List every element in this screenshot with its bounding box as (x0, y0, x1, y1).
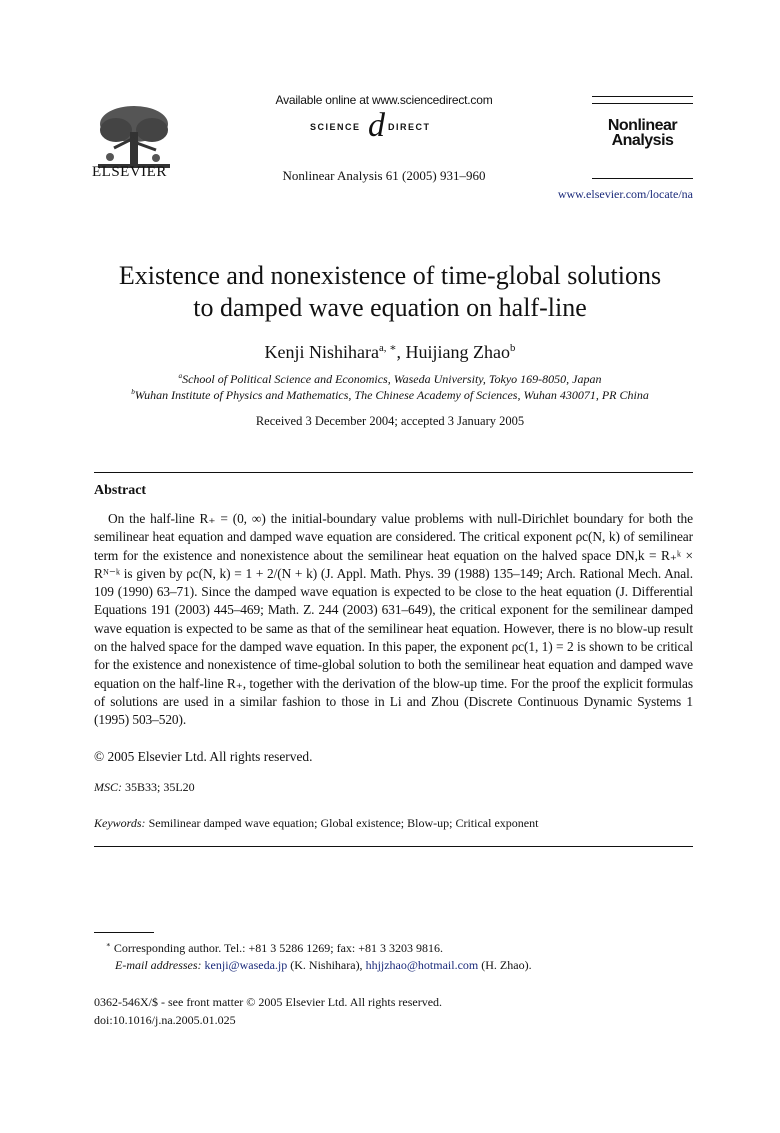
journal-logo-line: Nonlinear (607, 117, 678, 134)
msc-value: 35B33; 35L20 (122, 780, 195, 794)
header-rule (592, 96, 693, 97)
sd-left-text: SCIENCE (310, 122, 361, 132)
journal-site-link[interactable]: www.elsevier.com/locate/na (557, 187, 693, 201)
corresponding-author-footnote (106, 941, 443, 956)
sciencedirect-logo-icon (300, 107, 460, 147)
email-owner: (H. Zhao). (478, 958, 532, 972)
journal-logo-line: Analysis (611, 132, 674, 149)
sd-right-text: DIRECT (388, 122, 431, 132)
title-line: to damped wave equation on half-line (193, 293, 587, 322)
email-link[interactable]: hhjjzhao@hotmail.com (365, 958, 479, 972)
abstract-heading: Abstract (94, 483, 147, 498)
msc-label: MSC: (94, 780, 122, 794)
affiliation (60, 372, 720, 387)
issn-line: 0362-546X/$ - see front matter © 2005 Elsevier Ltd. All rights reserved. (94, 995, 443, 1009)
available-online-text: Available online at www.sciencedirect.com (275, 93, 493, 107)
sd-mid-text: d (368, 107, 385, 144)
divider (94, 846, 693, 847)
divider (94, 472, 693, 473)
keywords (94, 816, 538, 831)
email-link[interactable]: kenji@waseda.jp (204, 958, 288, 972)
keywords-value: Semilinear damped wave equation; Global existence; Blow-up; Critical exponent (145, 816, 539, 830)
affiliation-mark: b (131, 388, 135, 396)
affiliation-text: Wuhan Institute of Physics and Mathematics, The Chinese Academy of Sciences, Wuhan 430071, PR China (134, 388, 649, 402)
abstract-body: On the half-line R₊ = (0, ∞) the initial-boundary value problems with null-Dirichlet boundary for both the semilinear heat equation and damped wave equation are considered. The critical exponent ρc(N, k) of semilinear term for the existence and nonexistence about the semilinear heat equation on the halved space DN,k = R₊ᵏ × Rᴺ⁻ᵏ is given by ρc(N, k) = 1 + 2/(N + k) (J. Appl. Math. Phys. 39 (1988) 135–149; Arch. Rational Mech. Anal. 109 (1990) 63–71). Since the damped wave equation is expected to be close to the heat equation (J. Differential Equations 191 (2003) 445–469; Math. Z. 244 (2003) 631–649), the critical exponent for the semilinear damped wave equation is expected to be same as that of the semilinear heat equation. However, there is no blow-up result on the halved space for the damped wave equation. In this paper, the exponent ρc(1, 1) = 2 is shown to be critical for the existence and nonexistence of time-global solution to both the semilinear heat equation and damped wave equation on the half-line R₊, together with the derivation of the blow-up time. For the proof the explicit formulas of solutions are used in a similar fashion to those in Li and Zhou (Discrete Continuous Dynamic Systems 1 (1995) 503–520). (94, 511, 693, 728)
email-footnote (115, 958, 532, 973)
doi-line[interactable]: doi:10.1016/j.na.2005.01.025 (94, 1013, 236, 1027)
author-list (60, 342, 720, 363)
footnote-mark: ∗ (106, 941, 111, 949)
publisher-name: ELSEVIER (92, 164, 167, 180)
keywords-label: Keywords: (94, 816, 146, 830)
msc-codes (94, 780, 195, 795)
title-line: Existence and nonexistence of time-global solutions (118, 261, 662, 290)
email-owner: (K. Nishihara), (287, 958, 366, 972)
journal-reference: Nonlinear Analysis 61 (2005) 931–960 (282, 168, 486, 183)
article-dates: Received 3 December 2004; accepted 3 January 2005 (255, 414, 525, 428)
author-affiliation-mark: a, ∗ (379, 342, 397, 354)
affiliation (60, 388, 720, 403)
header-rule (592, 178, 693, 179)
author-affiliation-mark: b (510, 342, 516, 354)
footnote-text: Corresponding author. Tel.: +81 3 5286 1269; fax: +81 3 3203 9816. (110, 941, 444, 955)
author-name: Kenji Nishihara (264, 342, 380, 362)
affiliation-mark: a (178, 372, 183, 380)
copyright-line: © 2005 Elsevier Ltd. All rights reserved. (94, 749, 313, 764)
header-rule (592, 103, 693, 104)
article-title (60, 260, 720, 324)
journal-logo (592, 118, 693, 148)
affiliation-text: School of Political Science and Economics, Waseda University, Tokyo 169-8050, Japan (182, 372, 602, 386)
author-separator: , (396, 342, 406, 362)
footnote-rule (94, 932, 154, 933)
email-label: E-mail addresses: (115, 958, 202, 972)
author-name: Huijiang Zhao (405, 342, 511, 362)
